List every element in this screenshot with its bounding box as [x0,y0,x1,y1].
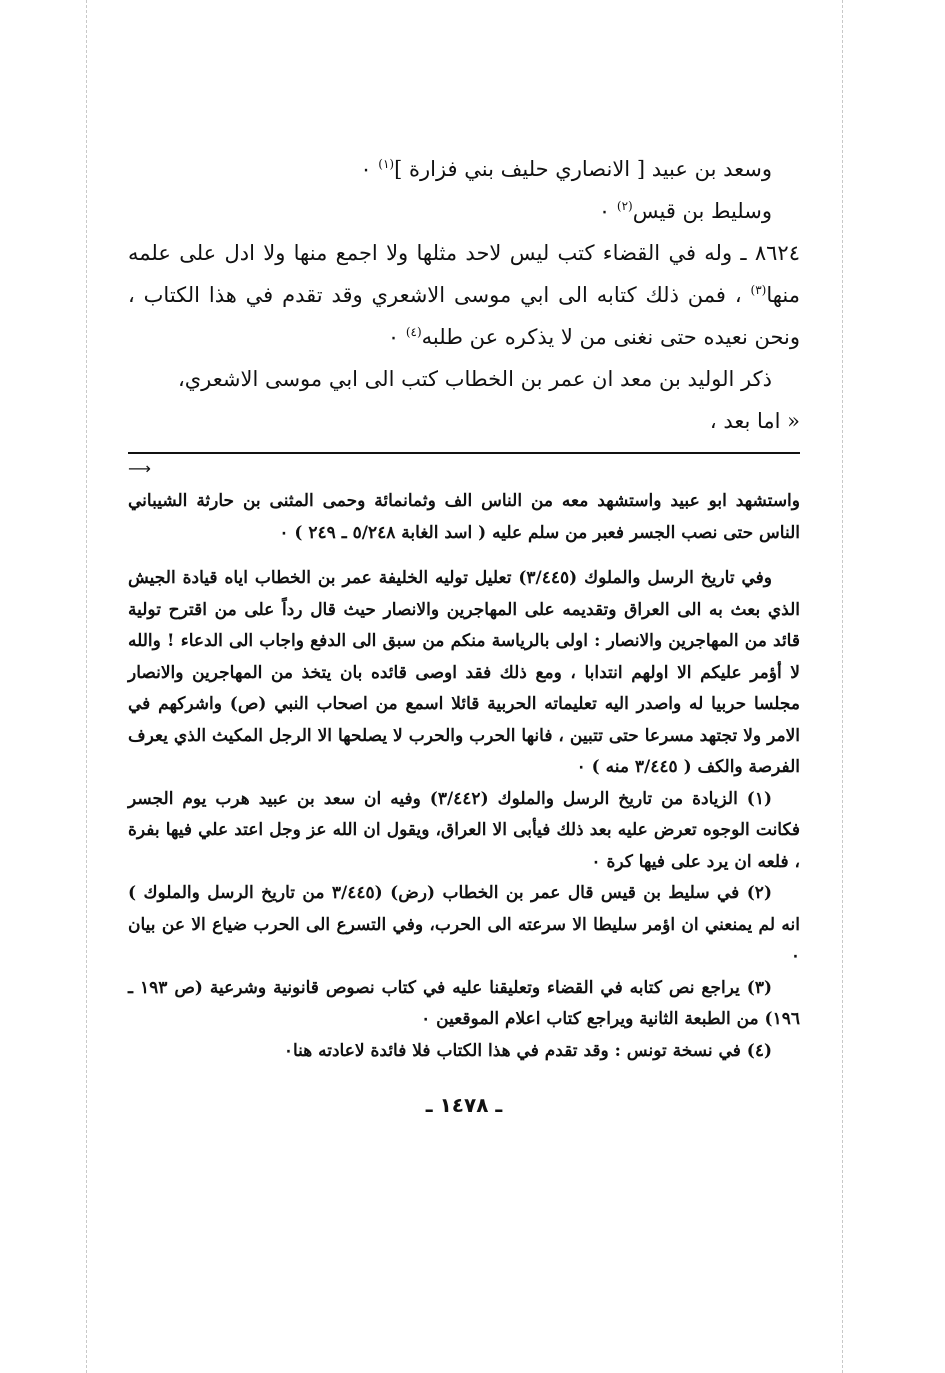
footnote-4: (٤) في نسخة تونس : وقد تقدم في هذا الكتاب فلا فائدة لاعادته هنا٠ [283,1040,772,1061]
footnote-ref-1: (١) [378,157,395,171]
line1-text: وسعد بن عبيد [ الانصاري حليف بني فزارة ] [394,157,772,181]
scan-guide-right [842,0,843,1373]
footnotes [128,486,800,1067]
paragraph-amma-bad: « اما بعد ، [709,409,800,433]
footnote-3: (٣) يراجع نص كتابه في القضاء وتعليقنا عليه في كتاب نصوص قانونية وشرعية (ص ١٩٣ ـ ١٩٦) من الطبعة الثانية ويراجع كتاب اعلام الموقعين ٠ [128,977,800,1029]
main-text [128,148,800,442]
footnote-2: (٢) في سليط بن قيس قال عمر بن الخطاب (رض) (٣/٤٤٥ من تاريخ الرسل والملوك ) انه لم يمنعني ان اؤمر سليطا الا سرعته الى الحرب، وفي التسرع الى الحرب ضياع الا عن بيان ٠ [128,883,800,966]
para-a-mid: ، فمن ذلك كتابه الى ابي موسى الاشعري وقد تقدم في هذا الكتاب ، ونحن نعيده حتى نغنى من لا يذكره عن طلبه [128,283,800,349]
line2-text: وسليط بن قيس [632,199,772,223]
footnote-ref-3: (٣) [750,283,767,297]
paragraph-walid: ذكر الوليد بن معد ان عمر بن الخطاب كتب الى ابي موسى الاشعري، [177,367,772,391]
footnote-continued-1: واستشهد ابو عبيد واستشهد معه من الناس الف وثمانمائة وحمى المثنى بن حارثة الشيباني الناس حتى نصب الجسر فعبر من سلم عليه ( اسد الغابة ٥/٢٤٨ ـ ٢٤٩ ) ٠ [128,491,800,543]
book-page [128,148,800,1117]
footnote-separator [128,452,800,454]
text-line-1 [128,148,800,190]
footnote-1: (١) الزيادة من تاريخ الرسل والملوك (٣/٤٤٢) وفيه ان سعد بن عبيد هرب يوم الجسر فكانت الوجوه تعرض عليه بعد ذلك فيأبى الا العراق، ويقول ان الله عز وجل اعتد علي فيها بفرة ، فلعه ان يرد على فيها كرة ٠ [128,788,800,872]
para-a-end: ٠ [387,325,406,349]
text-line-2 [128,190,800,232]
continuation-arrow-icon: ⟶ [128,459,151,478]
para-a-text: ٨٦٢٤ ـ وله في القضاء كتب ليس لاحد مثلها ولا اجمع منها ولا ادل على علمه منها [128,241,800,307]
footnote-ref-4: (٤) [405,325,422,339]
page-number: ـ ١٤٧٨ ـ [425,1093,503,1117]
footnote-continued-2: وفي تاريخ الرسل والملوك (٣/٤٤٥) تعليل توليه الخليفة عمر بن الخطاب اياه قيادة الجيش الذي بعث به الى العراق وتقديمه على المهاجرين والانصار حيث قال رداً على من اقترح تولية قائد من المهاجرين والانصار : اولى بالرياسة منكم من سبق الى الدفع واجاب الى الدعاء ! والله لا أؤمر عليكم الا اولهم انتدابا ، ومع ذلك فقد اوصى قائده بان يتخذ من المهاجرين والانصار مجلسا حربيا له واصدر اليه تعليماته الحربية قائلا اسمع من اصحاب النبي (ص) واشركهم في الامر ولا تجتهد مسرعا حتى تتبين ، فانها الحرب والحرب لا يصلحها الا الرجل المكيث الذي يعرف الفرصة والكف ( ٣/٤٤٥ منه ) ٠ [128,568,800,777]
scan-guide-left [86,0,87,1373]
paragraph-8624 [128,232,800,358]
line1-end: ٠ [360,157,379,181]
footnote-ref-2: (٢) [616,199,633,213]
line2-end: ٠ [598,199,617,223]
